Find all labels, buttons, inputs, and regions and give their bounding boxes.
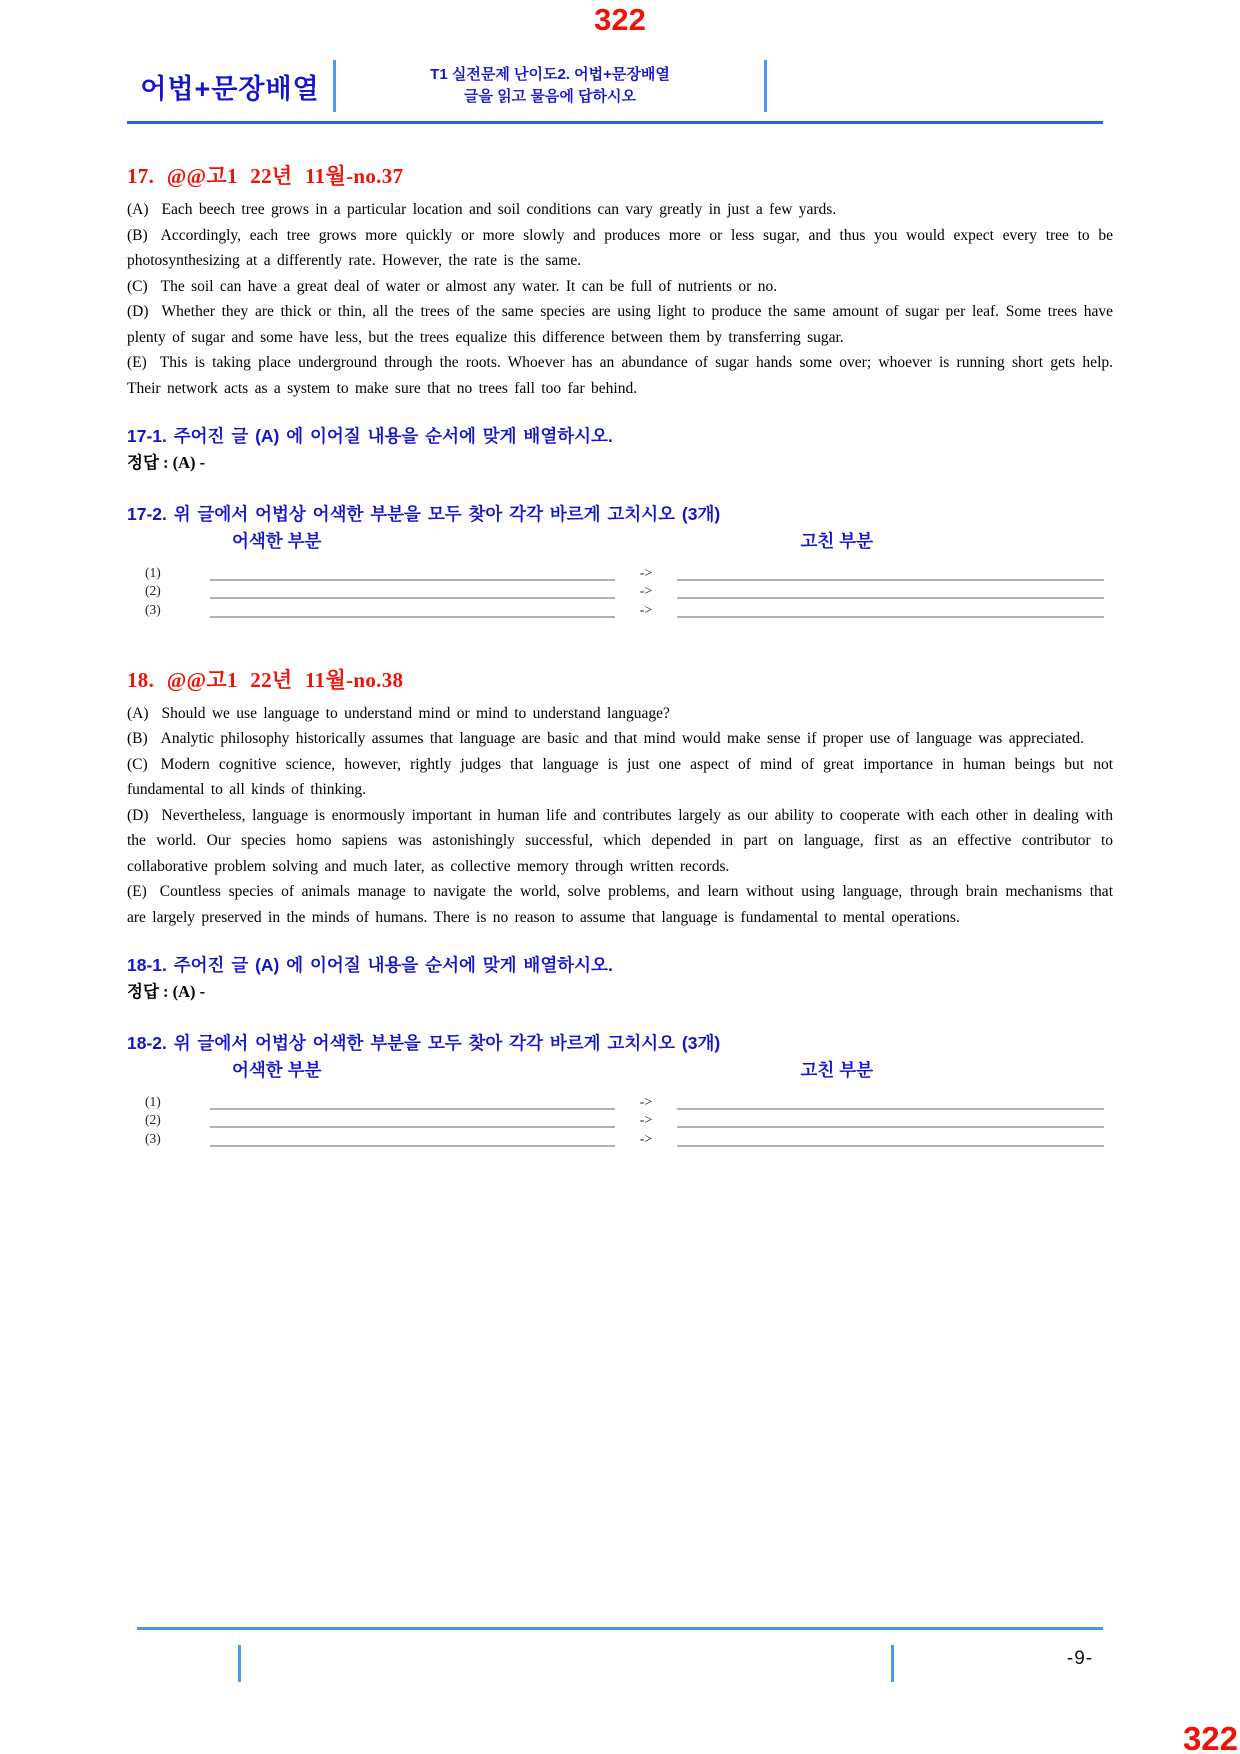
answer-row-2 <box>127 1110 1113 1129</box>
question-18-paragraph-e <box>127 879 1113 930</box>
blank-line-wrong <box>210 565 615 581</box>
page-number-top: 322 <box>594 2 646 37</box>
paragraph-label: (D) <box>127 806 149 824</box>
paragraph-text: Modern cognitive science, however, rightly judges that language is just one aspect of mind of great importance in human beings but not fundamental to all kinds of thinking. <box>127 755 1113 798</box>
row-number: (2) <box>145 1112 161 1127</box>
question-17-paragraph-a <box>127 197 1113 223</box>
answer-row-3 <box>127 599 1113 618</box>
footer-divider-left <box>238 1645 241 1682</box>
blank-line-wrong <box>210 1131 615 1147</box>
arrow-glyph: -> <box>639 1131 653 1147</box>
header-subtitle-line1: T1 실전문제 난이도2. 어법+문장배열 <box>430 66 670 83</box>
content-area <box>127 150 1113 1147</box>
paragraph-text: This is taking place underground through the roots. Whoever has an abundance of sugar hands some over; whoever is running short gets help. Their network acts as a system to make sure that no trees fall too far behind. <box>127 354 1113 397</box>
blank-line-wrong <box>210 583 615 599</box>
row-number: (3) <box>145 1130 161 1146</box>
paragraph-label: (C) <box>127 277 148 295</box>
blank-line-fixed <box>677 1094 1104 1110</box>
answer-row-3 <box>127 1128 1113 1147</box>
paragraph-text: Should we use language to understand mind or mind to understand language? <box>161 704 670 722</box>
question-17-2-column-headers <box>127 529 1113 553</box>
question-18-paragraph-b <box>127 726 1113 752</box>
question-17-paragraph-e <box>127 350 1113 401</box>
column-header-wrong: 어색한 부분 <box>232 1060 322 1080</box>
footer-rule <box>137 1627 1103 1630</box>
question-18-paragraph-c <box>127 752 1113 803</box>
question-18-2-column-headers <box>127 1058 1113 1082</box>
question-17-paragraph-b <box>127 223 1113 274</box>
question-18-paragraph-a <box>127 701 1113 727</box>
question-17-heading: 17. @@고1 22년 11월-no.37 <box>127 164 404 188</box>
column-header-fixed: 고친 부분 <box>800 1060 873 1080</box>
page-number-bottom: 322 <box>1182 1720 1238 1754</box>
paragraph-text: Each beech tree grows in a particular location and soil conditions can vary greatly in just a few yards. <box>161 201 837 218</box>
paragraph-text: Analytic philosophy historically assumes that language are basic and that mind would make sense if proper use of language was appreciated. <box>160 730 1085 747</box>
blank-line-fixed <box>677 565 1104 581</box>
arrow-glyph: -> <box>639 565 653 581</box>
question-18-1-answer: 정답 : (A) - <box>127 982 206 1001</box>
paragraph-label: (E) <box>127 883 147 900</box>
arrow-glyph: -> <box>639 1113 653 1128</box>
footer-divider-right <box>891 1645 894 1682</box>
question-17-paragraph-c <box>127 274 1113 300</box>
question-17-1-answer: 정답 : (A) - <box>127 453 206 472</box>
paragraph-label: (C) <box>127 755 148 773</box>
arrow-glyph: -> <box>639 602 653 618</box>
question-18-heading: 18. @@고1 22년 11월-no.38 <box>127 667 404 692</box>
blank-line-wrong <box>210 1094 615 1110</box>
row-number: (3) <box>145 601 161 617</box>
paragraph-label: (B) <box>127 226 148 244</box>
question-17-paragraph-d <box>127 299 1113 350</box>
question-17-1-text: 17-1. 주어진 글 (A) 에 이어질 내용을 순서에 맞게 배열하시오. <box>127 426 613 446</box>
paragraph-text: Accordingly, each tree grows more quickly or more slowly and produces more or less sugar, and thus you would expect every tree to be photosynthesizing at a differently rate. However, the rate is the same. <box>127 226 1113 269</box>
paragraph-label: (A) <box>127 201 149 218</box>
paragraph-text: The soil can have a great deal of water or almost any water. It can be full of nutrients or no. <box>160 277 778 295</box>
blank-line-fixed <box>677 602 1104 618</box>
row-number: (2) <box>145 583 161 598</box>
question-17-2-text: 17-2. 위 글에서 어법상 어색한 부분을 모두 찾아 각각 바르게 고치시오 (3개) <box>127 504 721 524</box>
header-center <box>336 64 764 108</box>
column-header-fixed: 고친 부분 <box>800 531 873 551</box>
arrow-glyph: -> <box>639 1094 653 1110</box>
row-number: (1) <box>145 1093 161 1109</box>
paragraph-label: (E) <box>127 354 147 371</box>
paragraph-label: (A) <box>127 704 149 722</box>
paragraph-label: (D) <box>127 303 149 320</box>
paragraph-label: (B) <box>127 730 148 747</box>
header-rule <box>127 121 1103 124</box>
page-number-footer: -9- <box>1066 1648 1094 1669</box>
blank-line-wrong <box>210 602 615 618</box>
blank-line-wrong <box>210 1112 615 1128</box>
question-18-paragraph-d <box>127 803 1113 880</box>
header-subtitle-line2: 글을 읽고 물음에 답하시오 <box>464 88 636 105</box>
blank-line-fixed <box>677 1131 1104 1147</box>
question-18-2-text: 18-2. 위 글에서 어법상 어색한 부분을 모두 찾아 각각 바르게 고치시오 (3개) <box>127 1033 721 1053</box>
answer-row-1 <box>127 1091 1113 1110</box>
section-title: 어법+문장배열 <box>140 73 320 104</box>
answer-row-1 <box>127 562 1113 581</box>
paragraph-text: Countless species of animals manage to navigate the world, solve problems, and learn without using language, through brain mechanisms that are largely preserved in the minds of humans. There is no reason to assume that language is fundamental to mental operations. <box>127 883 1113 926</box>
blank-line-fixed <box>677 583 1104 599</box>
paragraph-text: Nevertheless, language is enormously important in human life and contributes largely as our ability to cooperate with each other in dealing with the world. Our species homo sapiens was astonishingly successful, which depended in part on language, first as an effective contributor to collaborative problem solving and much later, as collective memory through written records. <box>127 806 1113 875</box>
answer-row-2 <box>127 581 1113 600</box>
page-header <box>127 58 1113 114</box>
column-header-wrong: 어색한 부분 <box>232 531 322 551</box>
paragraph-text: Whether they are thick or thin, all the trees of the same species are using light to produce the same amount of sugar per leaf. Some trees have plenty of sugar and some have less, but the trees equalize this difference between them by transferring sugar. <box>127 303 1113 346</box>
question-18-1-text: 18-1. 주어진 글 (A) 에 이어질 내용을 순서에 맞게 배열하시오. <box>127 955 613 975</box>
arrow-glyph: -> <box>639 584 653 599</box>
row-number: (1) <box>145 564 161 580</box>
header-divider-right <box>764 60 767 112</box>
blank-line-fixed <box>677 1112 1104 1128</box>
